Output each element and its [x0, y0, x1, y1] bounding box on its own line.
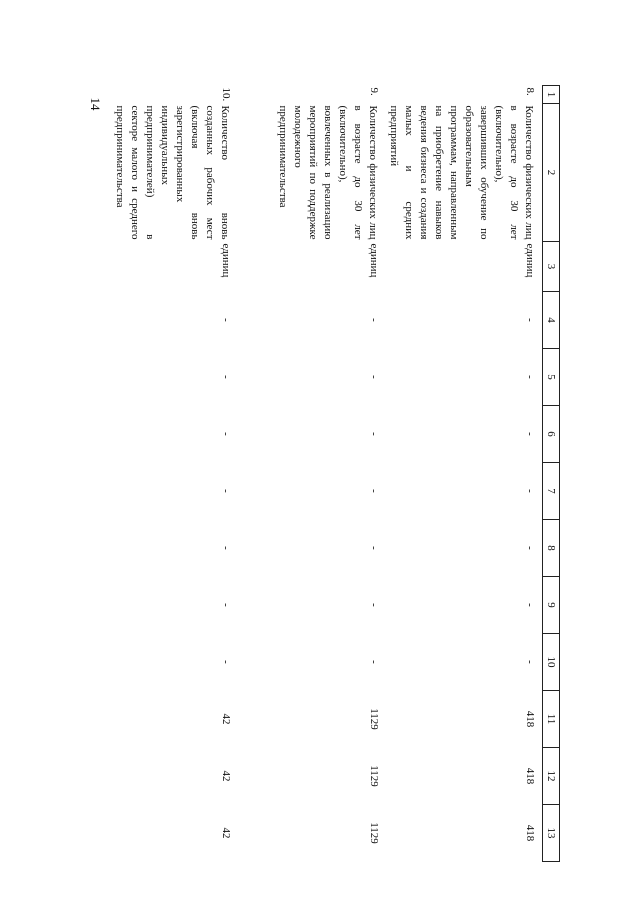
value-cell: - [220, 318, 232, 322]
unit-cell: единиц [524, 243, 536, 278]
value-cell: - [220, 603, 232, 607]
indicator-name: Количество физических лиц в возрасте до 30 лет (включительно), завершивших обучение по образовательным программам, направленным на приобретение навыков ведения бизнеса и создания малых и средних предприятий [388, 105, 535, 240]
value-cell: - [368, 660, 380, 664]
value-cell: - [524, 432, 536, 436]
table-row [238, 86, 386, 862]
row-number: 8. [524, 87, 536, 96]
value-cell: - [220, 375, 232, 379]
value-cell: - [220, 489, 232, 493]
column-header: 2 [543, 104, 560, 242]
value-cell: - [220, 546, 232, 550]
column-header: 10 [543, 634, 560, 691]
indicators-table [90, 85, 560, 862]
table-row [90, 86, 238, 862]
value-cell: - [368, 432, 380, 436]
value-cell: 1129 [368, 822, 380, 844]
row-number: 10. [220, 87, 232, 102]
column-header: 4 [543, 292, 560, 349]
value-cell: - [524, 375, 536, 379]
unit-cell: единиц [220, 243, 232, 278]
value-cell: 418 [524, 767, 536, 785]
page-number: 14 [88, 97, 103, 111]
column-header: 7 [543, 463, 560, 520]
row-number: 9. [368, 87, 380, 96]
table-row [386, 86, 543, 862]
value-cell: - [524, 603, 536, 607]
value-cell: - [368, 375, 380, 379]
column-header: 5 [543, 349, 560, 406]
column-header: 8 [543, 520, 560, 577]
column-header: 6 [543, 406, 560, 463]
value-cell: 42 [220, 770, 232, 782]
value-cell: 1129 [368, 765, 380, 787]
value-cell: - [524, 660, 536, 664]
column-header: 3 [543, 242, 560, 292]
value-cell: - [368, 489, 380, 493]
value-cell: - [524, 546, 536, 550]
indicator-name: Количество вновь созданных рабочих мест (включая вновь зарегистрированных индивидуальных предпринимателей) в секторе малого и среднего предпринимательства [114, 105, 231, 240]
value-cell: - [220, 432, 232, 436]
column-header: 1 [543, 86, 560, 104]
indicator-name: Количество физических лиц в возрасте до 30 лет (включительно), вовлеченных в реализацию мероприятий по поддержке молодежного предпринимательства [277, 105, 379, 240]
column-header: 13 [543, 805, 560, 862]
value-cell: - [368, 546, 380, 550]
value-cell: - [368, 318, 380, 322]
value-cell: - [524, 318, 536, 322]
value-cell: 42 [220, 827, 232, 839]
value-cell: 42 [220, 713, 232, 725]
rotated-table-container [100, 85, 560, 845]
column-header: 9 [543, 577, 560, 634]
value-cell: 1129 [368, 708, 380, 730]
value-cell: 418 [524, 824, 536, 842]
unit-cell: единиц [368, 243, 380, 278]
value-cell: - [524, 489, 536, 493]
column-header: 12 [543, 748, 560, 805]
value-cell: 418 [524, 710, 536, 728]
value-cell: - [220, 660, 232, 664]
column-header: 11 [543, 691, 560, 748]
table-header-row [543, 86, 560, 862]
value-cell: - [368, 603, 380, 607]
